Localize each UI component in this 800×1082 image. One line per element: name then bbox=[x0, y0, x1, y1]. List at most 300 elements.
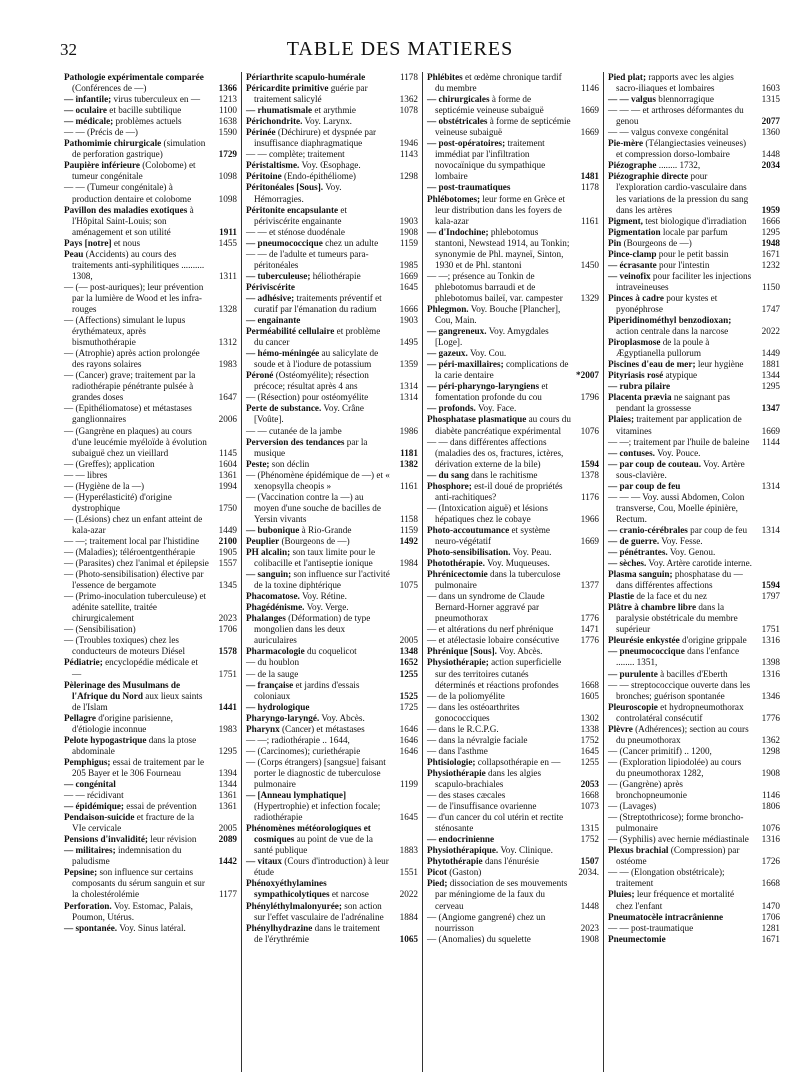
page-reference: 2022 bbox=[761, 326, 780, 337]
page-reference: 1796 bbox=[580, 392, 599, 403]
page-reference: 1671 bbox=[761, 248, 780, 259]
entry-heading: Phlébites bbox=[427, 72, 463, 82]
entry-text: dans la tuberculose pulmonaire bbox=[435, 569, 561, 591]
entry-heading: Perméabilité cellulaire bbox=[246, 326, 335, 337]
page-reference: 1492 bbox=[399, 535, 418, 546]
index-entry bbox=[64, 282, 237, 315]
page-reference: 2089 bbox=[218, 834, 237, 845]
entry-text: héliothérapie bbox=[310, 270, 361, 281]
entry-text: — (Epithéliomatose) et métastases ganglionnaires bbox=[64, 403, 192, 425]
page-reference: 1638 bbox=[218, 116, 237, 127]
entry-text: par la musique bbox=[254, 436, 368, 458]
index-entry bbox=[64, 426, 237, 459]
index-entry bbox=[64, 249, 237, 282]
index-entry bbox=[246, 293, 418, 315]
entry-text: — (Angiome gangrené) chez un nourrisson bbox=[427, 911, 546, 933]
page-reference: 1645 bbox=[399, 281, 418, 292]
page-reference: 1752 bbox=[580, 734, 599, 745]
index-entry bbox=[427, 735, 599, 746]
index-entry bbox=[427, 437, 599, 470]
page-reference: 2034 bbox=[761, 160, 780, 171]
entry-text: dans l'enfance ........ 1351, bbox=[616, 646, 740, 668]
index-entry bbox=[246, 735, 418, 746]
page-reference: 2077 bbox=[761, 116, 780, 127]
page-reference: 1316 bbox=[761, 834, 780, 845]
entry-heading: — par coup de feu bbox=[608, 480, 681, 491]
page-reference: 1255 bbox=[399, 668, 418, 679]
index-entry bbox=[608, 812, 780, 834]
entry-text: Voy. Clinique. bbox=[498, 845, 553, 856]
page-reference: 1315 bbox=[761, 94, 780, 105]
page-reference: 2034. bbox=[578, 867, 599, 878]
page-reference: 1881 bbox=[761, 359, 780, 370]
index-entry bbox=[427, 403, 599, 414]
entry-text: de la poule à Ægyptianella pullorum bbox=[616, 337, 710, 359]
page-reference: 1100 bbox=[218, 105, 237, 116]
entry-text: — dans l'asthme bbox=[427, 745, 488, 756]
index-entry bbox=[608, 459, 780, 481]
entry-text: complications de la carie dentaire bbox=[435, 359, 569, 381]
index-entry bbox=[427, 691, 599, 702]
page-reference: 1448 bbox=[580, 900, 599, 911]
entry-heading: Peste; bbox=[246, 458, 270, 469]
entry-text: à forme de septicémie veineuse subaiguë bbox=[435, 94, 544, 116]
index-entry bbox=[427, 525, 599, 547]
page-reference: 1360 bbox=[761, 127, 780, 138]
page-reference: 2005 bbox=[399, 635, 418, 646]
page-reference: 1178 bbox=[399, 72, 418, 82]
page-reference: 1448 bbox=[761, 149, 780, 160]
entry-text: — — (Elongation obstétricale); traitement bbox=[608, 867, 725, 889]
entry-heading: Périarthrite scapulo-humérale bbox=[246, 72, 366, 82]
index-entry bbox=[246, 746, 418, 757]
index-column-4 bbox=[603, 72, 784, 1072]
index-entry bbox=[608, 845, 780, 867]
index-entry bbox=[427, 558, 599, 569]
index-column-3 bbox=[422, 72, 603, 1072]
index-entry bbox=[608, 923, 780, 934]
index-entry bbox=[246, 72, 418, 83]
index-entry bbox=[608, 392, 780, 414]
entry-text: — (Lavages) bbox=[608, 801, 657, 812]
entry-text: (Bourgeons de —) bbox=[279, 535, 350, 546]
entry-text: Voy. Crâne [Voûte]. bbox=[254, 403, 364, 425]
page-reference: 1669 bbox=[761, 425, 780, 436]
entry-heading: Pied plat; bbox=[608, 72, 647, 82]
index-entry bbox=[64, 72, 237, 94]
entry-heading: Phtisiologie; bbox=[427, 756, 476, 767]
index-entry bbox=[427, 834, 599, 845]
index-entry bbox=[427, 934, 599, 945]
index-entry bbox=[246, 227, 418, 238]
entry-heading: Pluies; bbox=[608, 889, 635, 900]
entry-text: — (Syphilis) avec hernie médiastinale bbox=[608, 834, 749, 845]
page-reference: 1176 bbox=[580, 491, 599, 502]
entry-text: — (Photo-sensibilisation) élective par l'essence de bergamote bbox=[64, 569, 204, 591]
entry-text: son déclin bbox=[269, 458, 310, 469]
index-entry bbox=[427, 845, 599, 856]
page-reference: 1578 bbox=[218, 646, 237, 657]
index-entry bbox=[64, 812, 237, 834]
index-entry bbox=[64, 569, 237, 591]
entry-heading: Pathologie expérimentale comparée bbox=[64, 72, 204, 82]
index-entry bbox=[608, 171, 780, 215]
entry-text: et hydropneumothorax controlatéral consécutif bbox=[616, 701, 744, 723]
page-reference: 1295 bbox=[218, 745, 237, 756]
page-reference: 1314 bbox=[399, 392, 418, 403]
index-entry bbox=[608, 746, 780, 757]
entry-heading: Phosphore; bbox=[427, 480, 472, 491]
page-reference: 1603 bbox=[761, 83, 780, 94]
entry-text: et système neuro-végétatif bbox=[435, 524, 550, 546]
entry-heading: — pénétrantes. bbox=[608, 547, 668, 558]
page-reference: 1232 bbox=[761, 259, 780, 270]
entry-text: pour kystes et pyonéphrose bbox=[616, 292, 718, 314]
entry-heading: Plasma sanguin; bbox=[608, 569, 673, 580]
entry-text: — (Maladies); téléroentgenthérapie bbox=[64, 547, 196, 558]
entry-text: Voy. Estomac, Palais, Poumon, Utérus. bbox=[72, 900, 193, 922]
entry-text: est-il doué de propriétés anti-rachitiques? bbox=[435, 480, 563, 502]
entry-heading: Péritonite encapsulante bbox=[246, 204, 339, 215]
entry-heading: — pneumococcique bbox=[246, 237, 323, 248]
page-reference: 1449 bbox=[761, 348, 780, 359]
index-entry bbox=[246, 459, 418, 470]
page-reference: 1551 bbox=[399, 867, 418, 878]
index-entry bbox=[427, 94, 599, 116]
index-entry bbox=[427, 657, 599, 690]
index-entry bbox=[246, 326, 418, 348]
entry-text: — — (Précis de —) bbox=[64, 127, 138, 138]
index-entry bbox=[246, 182, 418, 204]
entry-text: — (Résection) pour ostéomyélite bbox=[246, 392, 369, 403]
entry-heading: Pie-mère bbox=[608, 138, 644, 149]
entry-heading: Péritonéales [Sous]. bbox=[246, 182, 324, 193]
entry-text: Voy. Abcès. bbox=[319, 712, 365, 723]
entry-text: (Cours d'introduction) à leur étude bbox=[254, 856, 389, 878]
entry-text: (Déformation) de type mongolien dans les deux auriculaires bbox=[254, 613, 371, 646]
index-entry bbox=[64, 94, 237, 105]
page-reference: 1884 bbox=[399, 911, 418, 922]
entry-text: — (Anomalies) du squelette bbox=[427, 933, 531, 944]
entry-text: et nous bbox=[111, 237, 141, 248]
index-entry bbox=[427, 470, 599, 481]
entry-text: — (Troubles toxiques) chez les conducteurs de moteurs Diésel bbox=[64, 635, 186, 657]
entry-text: leur hygiène bbox=[695, 359, 744, 370]
page-reference: 1908 bbox=[399, 226, 418, 237]
page-reference: 1199 bbox=[399, 779, 418, 789]
page-reference: 1359 bbox=[399, 359, 418, 370]
index-entry bbox=[64, 315, 237, 348]
page-reference: 1346 bbox=[761, 690, 780, 701]
page-reference: 1666 bbox=[399, 303, 418, 314]
entry-heading: Péricardite primitive bbox=[246, 83, 329, 94]
entry-heading: — pneumococcique bbox=[608, 646, 685, 657]
page-reference: 1481 bbox=[580, 171, 599, 182]
index-entry bbox=[64, 105, 237, 116]
index-entry bbox=[427, 481, 599, 503]
entry-text: (Ostéomyélite); résection précoce; résultat après 4 ans bbox=[254, 370, 369, 392]
index-entry bbox=[608, 669, 780, 680]
entry-heading: Peau bbox=[64, 248, 84, 259]
entry-heading: Plaies; bbox=[608, 414, 635, 425]
index-entry bbox=[427, 72, 599, 94]
entry-heading: — d'Indochine; bbox=[427, 226, 489, 237]
entry-text: — (Gangrène) après bronchopneumonie bbox=[608, 779, 687, 801]
entry-text: action centrale dans la narcose bbox=[616, 326, 729, 337]
index-entry bbox=[64, 182, 237, 204]
page-reference: 1394 bbox=[218, 767, 237, 778]
entry-text: (Bourgeons de —) bbox=[621, 237, 692, 248]
page-reference: 1986 bbox=[399, 425, 418, 436]
page-reference: 1316 bbox=[761, 668, 780, 679]
index-entry bbox=[427, 227, 599, 271]
entry-text: Voy. Sinus latéral. bbox=[117, 922, 186, 933]
page-reference: 1312 bbox=[218, 337, 237, 348]
entry-heading: — vitaux bbox=[246, 856, 282, 867]
entry-text: rapports avec les algies sacro-iliaques et lombaires bbox=[616, 72, 734, 94]
index-entry bbox=[608, 216, 780, 227]
page-reference: 1646 bbox=[399, 723, 418, 734]
entry-text: — (Streptothricose); forme broncho-pulmonaire bbox=[608, 812, 744, 834]
page-reference: 1361 bbox=[218, 469, 237, 480]
page-reference: 1398 bbox=[761, 657, 780, 668]
index-entry bbox=[608, 381, 780, 392]
page-reference: 1345 bbox=[218, 580, 237, 591]
index-entry bbox=[427, 348, 599, 359]
entry-text: atypique bbox=[663, 370, 698, 381]
entry-text: (Hypertrophie) et infection focale; radiothérapie bbox=[254, 801, 381, 823]
index-entry bbox=[246, 657, 418, 668]
entry-heading: Pityriasis rosé bbox=[608, 370, 664, 381]
index-entry bbox=[64, 547, 237, 558]
entry-heading: Pemphigus; bbox=[64, 756, 111, 767]
page-reference: 1725 bbox=[399, 701, 418, 712]
index-entry bbox=[427, 724, 599, 735]
entry-heading: — rhumatismale bbox=[246, 105, 313, 116]
index-entry bbox=[427, 138, 599, 182]
entry-text: à bacilles d'Eberth bbox=[657, 668, 728, 679]
page-reference: 1668 bbox=[761, 878, 780, 889]
entry-heading: — médicale; bbox=[64, 116, 114, 127]
entry-text: Voy. Bouche [Plancher], Cou, Main. bbox=[435, 303, 561, 326]
entry-text: Voy. Rétine. bbox=[299, 591, 347, 602]
index-column-1 bbox=[60, 72, 241, 1072]
entry-heading: Pendaison-suicide bbox=[64, 812, 135, 823]
index-entry bbox=[64, 403, 237, 425]
page-reference: 1751 bbox=[218, 668, 237, 679]
page-reference: 1525 bbox=[399, 690, 418, 701]
entry-text: guérie par traitement salicylé bbox=[254, 83, 368, 105]
index-entry bbox=[427, 768, 599, 790]
index-entry bbox=[427, 182, 599, 193]
entry-heading: — épidémique; bbox=[64, 801, 124, 812]
index-entry bbox=[427, 326, 599, 348]
entry-text: son influence sur l'activité de la toxine diphtérique bbox=[254, 569, 390, 591]
entry-heading: Photo-accoutumance bbox=[427, 524, 510, 535]
entry-text: Voy. Muqueuses. bbox=[484, 558, 550, 569]
index-entry bbox=[246, 392, 418, 403]
index-entry bbox=[64, 492, 237, 514]
entry-text: d'origine parisienne, d'étiologie inconnue bbox=[72, 712, 173, 734]
entry-text: (Endo-épithéliome) bbox=[281, 171, 356, 182]
page-reference: 1985 bbox=[399, 259, 418, 270]
index-entry bbox=[64, 536, 237, 547]
page-reference: 1776 bbox=[580, 613, 599, 624]
index-entry bbox=[246, 160, 418, 171]
entry-heading: Piézographie directe bbox=[608, 171, 689, 182]
entry-heading: — profonds. bbox=[427, 403, 476, 414]
page-reference: 1442 bbox=[218, 856, 237, 867]
entry-text: Voy. Larynx. bbox=[302, 116, 352, 127]
page-reference: 1450 bbox=[580, 259, 599, 270]
page-reference: 2100 bbox=[218, 535, 237, 546]
entry-text: son taux limite pour le colibacille et l'antiseptie ionique bbox=[254, 547, 376, 569]
page-reference: 1076 bbox=[761, 823, 780, 834]
page-reference: 1646 bbox=[399, 745, 418, 756]
entry-text: (Adhérences); section au cours du pneumothorax bbox=[616, 723, 749, 745]
index-entry bbox=[608, 680, 780, 702]
entry-text: — dans le R.C.P.G. bbox=[427, 723, 499, 734]
index-column-2 bbox=[241, 72, 422, 1072]
entry-heading: — post-opératoires; bbox=[427, 138, 506, 149]
page-reference: 1471 bbox=[580, 624, 599, 635]
index-entry bbox=[246, 823, 418, 856]
entry-heading: Peuplier bbox=[246, 535, 280, 546]
entry-heading: — chirurgicales bbox=[427, 94, 490, 105]
page-reference: 1776 bbox=[580, 635, 599, 646]
entry-heading: — du sang bbox=[427, 469, 469, 480]
entry-heading: Pied; bbox=[427, 878, 448, 889]
page-reference: 2023 bbox=[580, 922, 599, 933]
entry-text: à forme de septicémie veineuse subaiguë bbox=[435, 116, 571, 138]
entry-text: ........ 1732, bbox=[656, 160, 701, 171]
index-entry bbox=[64, 348, 237, 370]
entry-text: blennorragique bbox=[656, 94, 714, 105]
page-reference: 1776 bbox=[761, 712, 780, 723]
entry-text: et bacille subtilique bbox=[106, 105, 182, 116]
index-entry bbox=[246, 669, 418, 680]
entry-heading: Pensions d'invalidité; bbox=[64, 834, 148, 845]
index-entry bbox=[246, 646, 418, 657]
page-reference: 1590 bbox=[218, 127, 237, 138]
index-entry bbox=[608, 635, 780, 646]
entry-heading: Périchondrite. bbox=[246, 116, 303, 127]
entry-heading: — militaires; bbox=[64, 845, 116, 856]
page-reference: 1329 bbox=[580, 292, 599, 303]
entry-text: de la face et du nez bbox=[634, 591, 707, 602]
entry-heading: Phrénicectomie bbox=[427, 569, 488, 580]
page-reference: 1983 bbox=[218, 723, 237, 734]
index-entry bbox=[64, 635, 237, 657]
entry-text: — — de l'adulte et tumeurs para-péritonéales bbox=[246, 248, 369, 270]
entry-heading: Pharyngo-laryngé. bbox=[246, 712, 320, 723]
entry-text: et problème du cancer bbox=[254, 326, 381, 348]
page-reference: 1903 bbox=[399, 215, 418, 226]
index-entry bbox=[64, 127, 237, 138]
page-reference: 1075 bbox=[399, 580, 418, 591]
page-reference: 1751 bbox=[761, 624, 780, 635]
entry-heading: Pharynx bbox=[246, 723, 280, 734]
page-reference: 1449 bbox=[218, 524, 237, 535]
entry-heading: Placenta prævia bbox=[608, 392, 672, 403]
entry-text: — (Intoxication aiguë) et lésions hépatiques chez le cobaye bbox=[427, 502, 548, 524]
page-reference: 1669 bbox=[580, 127, 599, 138]
page-reference: 1729 bbox=[218, 149, 237, 160]
entry-text: Voy. Artère carotide interne. bbox=[646, 558, 752, 569]
entry-text: — (— post-auriques); leur prévention par la lumière de Wood et les infra-rouges bbox=[64, 281, 204, 314]
entry-text: (Gaston) bbox=[446, 867, 482, 878]
entry-heading: Physiothérapique. bbox=[427, 845, 499, 856]
entry-text: — (Hygiène de la —) bbox=[64, 480, 145, 491]
entry-text: et arythmie bbox=[312, 105, 356, 116]
entry-text: — — — et arthroses déformantes du genou bbox=[608, 105, 744, 127]
page-reference: 1161 bbox=[580, 215, 599, 226]
index-entry bbox=[246, 492, 418, 525]
entry-text: leur fréquence et mortalité chez l'enfant bbox=[616, 889, 735, 911]
page-reference: 2023 bbox=[218, 613, 237, 624]
entry-heading: Plèvre bbox=[608, 723, 633, 734]
index-entry bbox=[427, 878, 599, 911]
entry-heading: Phrénique [Sous]. bbox=[427, 646, 497, 657]
index-entry bbox=[427, 304, 599, 326]
entry-heading: — par coup de couteau. bbox=[608, 458, 701, 469]
entry-heading: — sèches. bbox=[608, 558, 647, 569]
index-entry bbox=[246, 348, 418, 370]
page-reference: 1361 bbox=[218, 801, 237, 812]
index-entry bbox=[64, 591, 237, 624]
page-reference: 1314 bbox=[761, 524, 780, 535]
page-reference: 1507 bbox=[580, 856, 599, 867]
entry-text: — (Parasites) chez l'animal et épilepsie bbox=[64, 558, 209, 569]
index-entry bbox=[246, 713, 418, 724]
entry-heading: — veinofix bbox=[608, 270, 651, 281]
index-entry bbox=[608, 724, 780, 746]
index-entry bbox=[427, 801, 599, 812]
entry-heading: Pinces à cadre bbox=[608, 292, 664, 303]
entry-text: Voy. Œsophage. bbox=[299, 160, 361, 171]
index-entry bbox=[608, 492, 780, 525]
page-reference: 1181 bbox=[400, 447, 418, 458]
index-entry bbox=[427, 790, 599, 801]
entry-heading: Pince-clamp bbox=[608, 248, 657, 259]
index-entry bbox=[64, 514, 237, 536]
page-reference: 1671 bbox=[761, 933, 780, 944]
index-entry bbox=[608, 591, 780, 602]
entry-heading: Péristaltisme. bbox=[246, 160, 300, 171]
index-entry bbox=[246, 205, 418, 227]
page-reference: 2022 bbox=[399, 889, 418, 900]
index-entry bbox=[64, 923, 237, 934]
page-reference: 1073 bbox=[580, 801, 599, 812]
index-entry bbox=[427, 867, 599, 878]
entry-heading: Paupière inférieure bbox=[64, 160, 140, 171]
index-entry bbox=[608, 536, 780, 547]
index-entry bbox=[246, 878, 418, 900]
entry-heading: — gazeux. bbox=[427, 348, 468, 359]
entry-heading: Phényléthylmalonyurée; bbox=[246, 900, 342, 911]
index-entry bbox=[608, 801, 780, 812]
entry-heading: — péri-maxillaires; bbox=[427, 359, 504, 370]
entry-text: au cours du diabète pancréatique expérimental bbox=[435, 414, 571, 436]
index-entry bbox=[608, 359, 780, 370]
entry-text: dans l'énurésie bbox=[482, 856, 539, 867]
entry-heading: Pharmacologie bbox=[246, 646, 305, 657]
entry-text: — — dans différentes affections (maladies des os, fractures, ictères, dérivation externe de la bile) bbox=[427, 436, 564, 469]
entry-text: au salicylate de soude et à l'iodure de potassium bbox=[254, 348, 379, 370]
page-reference: 1145 bbox=[218, 447, 237, 458]
page-reference: 2005 bbox=[218, 823, 237, 834]
entry-text: — dans un syndrome de Claude Bernard-Horner aggravé par pneumothorax bbox=[427, 591, 545, 624]
